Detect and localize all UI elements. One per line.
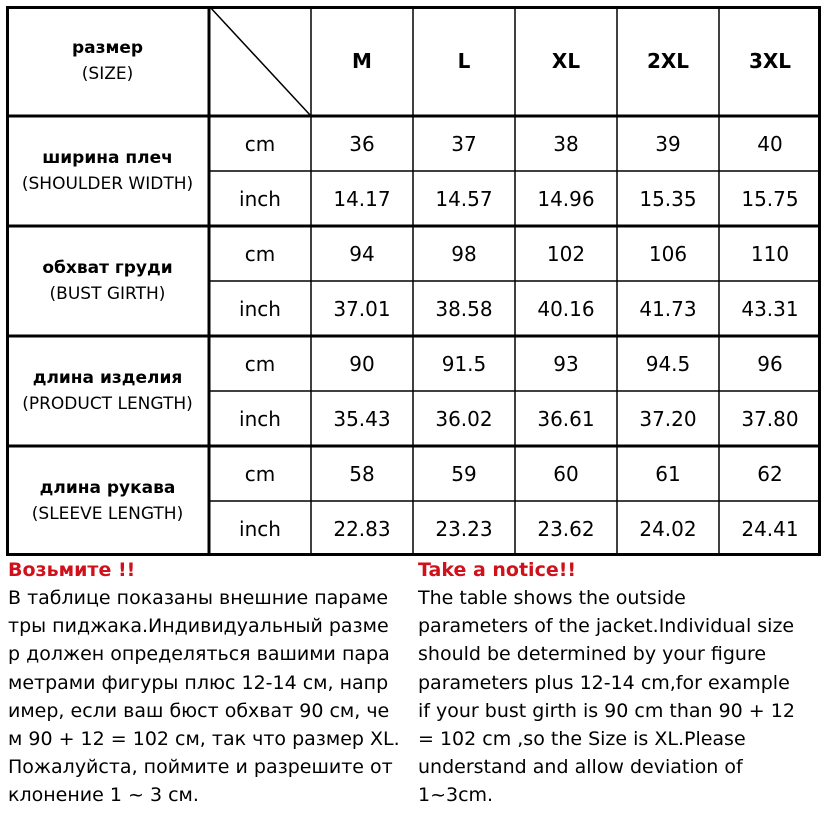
notice-line: parameters plus 12-14 cm,for example bbox=[418, 671, 790, 694]
value-inch: 37.01 bbox=[333, 296, 391, 321]
notice-line: Пожалуйста, поймите и разрешите от bbox=[8, 756, 393, 779]
value-cm: 90 bbox=[349, 351, 375, 376]
unit-inch: inch bbox=[239, 406, 281, 431]
param-label-en: (SLEEVE LENGTH) bbox=[31, 504, 184, 524]
unit-inch: inch bbox=[239, 296, 281, 321]
value-cm: 36 bbox=[349, 131, 375, 156]
param-label bbox=[6, 446, 209, 556]
value-cm: 40 bbox=[757, 131, 783, 156]
size-header-l: L bbox=[457, 49, 471, 73]
value-cm: 61 bbox=[655, 461, 681, 486]
value-inch: 38.58 bbox=[435, 296, 493, 321]
value-inch: 24.41 bbox=[741, 516, 799, 541]
notice-line: 1~3cm. bbox=[418, 784, 494, 807]
param-label-ru: ширина плеч bbox=[42, 148, 173, 168]
param-label bbox=[6, 116, 209, 226]
value-cm: 91.5 bbox=[441, 351, 487, 376]
notice-line: м 90 + 12 = 102 см, так что размер XL. bbox=[8, 728, 400, 751]
notice-line: parameters of the jacket.Individual size bbox=[418, 615, 795, 638]
notice-line: имер, если ваш бюст обхват 90 см, че bbox=[8, 699, 390, 722]
notice-line: if your bust girth is 90 cm than 90 + 12 bbox=[418, 699, 795, 722]
value-inch: 37.80 bbox=[741, 406, 799, 431]
notice-line: клонение 1 ~ 3 см. bbox=[8, 784, 199, 807]
notice-line: метрами фигуры плюс 12-14 см, напр bbox=[8, 671, 389, 694]
value-cm: 110 bbox=[750, 241, 790, 266]
notice-line: The table shows the outside bbox=[418, 587, 686, 609]
unit-cm: cm bbox=[244, 461, 276, 486]
value-cm: 58 bbox=[349, 461, 375, 486]
value-inch: 14.17 bbox=[333, 186, 391, 211]
value-inch: 43.31 bbox=[741, 296, 799, 321]
size-header-3xl: 3XL bbox=[748, 49, 792, 73]
notice-line: р должен определяться вашими пара bbox=[8, 643, 390, 666]
notice-en-title: Take a notice!! bbox=[418, 559, 577, 581]
param-label-ru: длина изделия bbox=[32, 368, 183, 388]
value-inch: 36.02 bbox=[435, 406, 493, 431]
value-cm: 39 bbox=[655, 131, 681, 156]
notice-line: understand and allow deviation of bbox=[418, 756, 743, 779]
size-header-xl: XL bbox=[551, 49, 581, 73]
value-cm: 94 bbox=[349, 241, 375, 266]
value-inch: 15.75 bbox=[741, 186, 799, 211]
corner-size-label bbox=[6, 6, 209, 116]
param-label-ru: длина рукава bbox=[39, 478, 176, 498]
value-inch: 24.02 bbox=[639, 516, 697, 541]
notice-ru bbox=[8, 556, 408, 810]
param-label bbox=[6, 336, 209, 446]
value-inch: 23.23 bbox=[435, 516, 493, 541]
param-label-en: (PRODUCT LENGTH) bbox=[22, 394, 193, 414]
value-cm: 62 bbox=[757, 461, 783, 486]
notice-line: В таблице показаны внешние параме bbox=[8, 587, 389, 609]
param-label-en: (BUST GIRTH) bbox=[49, 284, 166, 304]
notice-ru-body bbox=[8, 584, 408, 810]
value-cm: 106 bbox=[648, 241, 688, 266]
value-cm: 102 bbox=[546, 241, 586, 266]
corner-en: (SIZE) bbox=[81, 64, 134, 84]
notice-line: тры пиджака.Индивидуальный разме bbox=[8, 615, 389, 638]
value-inch: 15.35 bbox=[639, 186, 697, 211]
unit-cm: cm bbox=[244, 351, 276, 376]
value-cm: 94.5 bbox=[645, 351, 691, 376]
unit-cm: cm bbox=[244, 131, 276, 156]
notice-ru-title: Возьмите !! bbox=[8, 559, 136, 581]
unit-inch: inch bbox=[239, 516, 281, 541]
value-cm: 59 bbox=[451, 461, 477, 486]
value-inch: 14.57 bbox=[435, 186, 493, 211]
corner-ru: размер bbox=[71, 38, 144, 58]
value-inch: 35.43 bbox=[333, 406, 391, 431]
value-inch: 23.62 bbox=[537, 516, 595, 541]
value-cm: 37 bbox=[451, 131, 477, 156]
value-inch: 40.16 bbox=[537, 296, 595, 321]
value-cm: 96 bbox=[757, 351, 783, 376]
notice-en bbox=[418, 556, 823, 810]
unit-inch: inch bbox=[239, 186, 281, 211]
value-inch: 14.96 bbox=[537, 186, 595, 211]
value-inch: 37.20 bbox=[639, 406, 697, 431]
value-inch: 22.83 bbox=[333, 516, 391, 541]
param-label-en: (SHOULDER WIDTH) bbox=[21, 174, 194, 194]
notice-line: = 102 cm ,so the Size is XL.Please bbox=[418, 728, 746, 751]
value-cm: 38 bbox=[553, 131, 579, 156]
value-cm: 93 bbox=[553, 351, 579, 376]
value-inch: 36.61 bbox=[537, 406, 595, 431]
size-header-m: M bbox=[352, 49, 372, 73]
param-label bbox=[6, 226, 209, 336]
value-cm: 98 bbox=[451, 241, 477, 266]
size-header-2xl: 2XL bbox=[646, 49, 690, 73]
unit-cm: cm bbox=[244, 241, 276, 266]
value-cm: 60 bbox=[553, 461, 579, 486]
param-label-ru: обхват груди bbox=[42, 258, 173, 278]
notice-line: should be determined by your figure bbox=[418, 643, 767, 666]
notice-en-body bbox=[418, 584, 823, 810]
value-inch: 41.73 bbox=[639, 296, 697, 321]
